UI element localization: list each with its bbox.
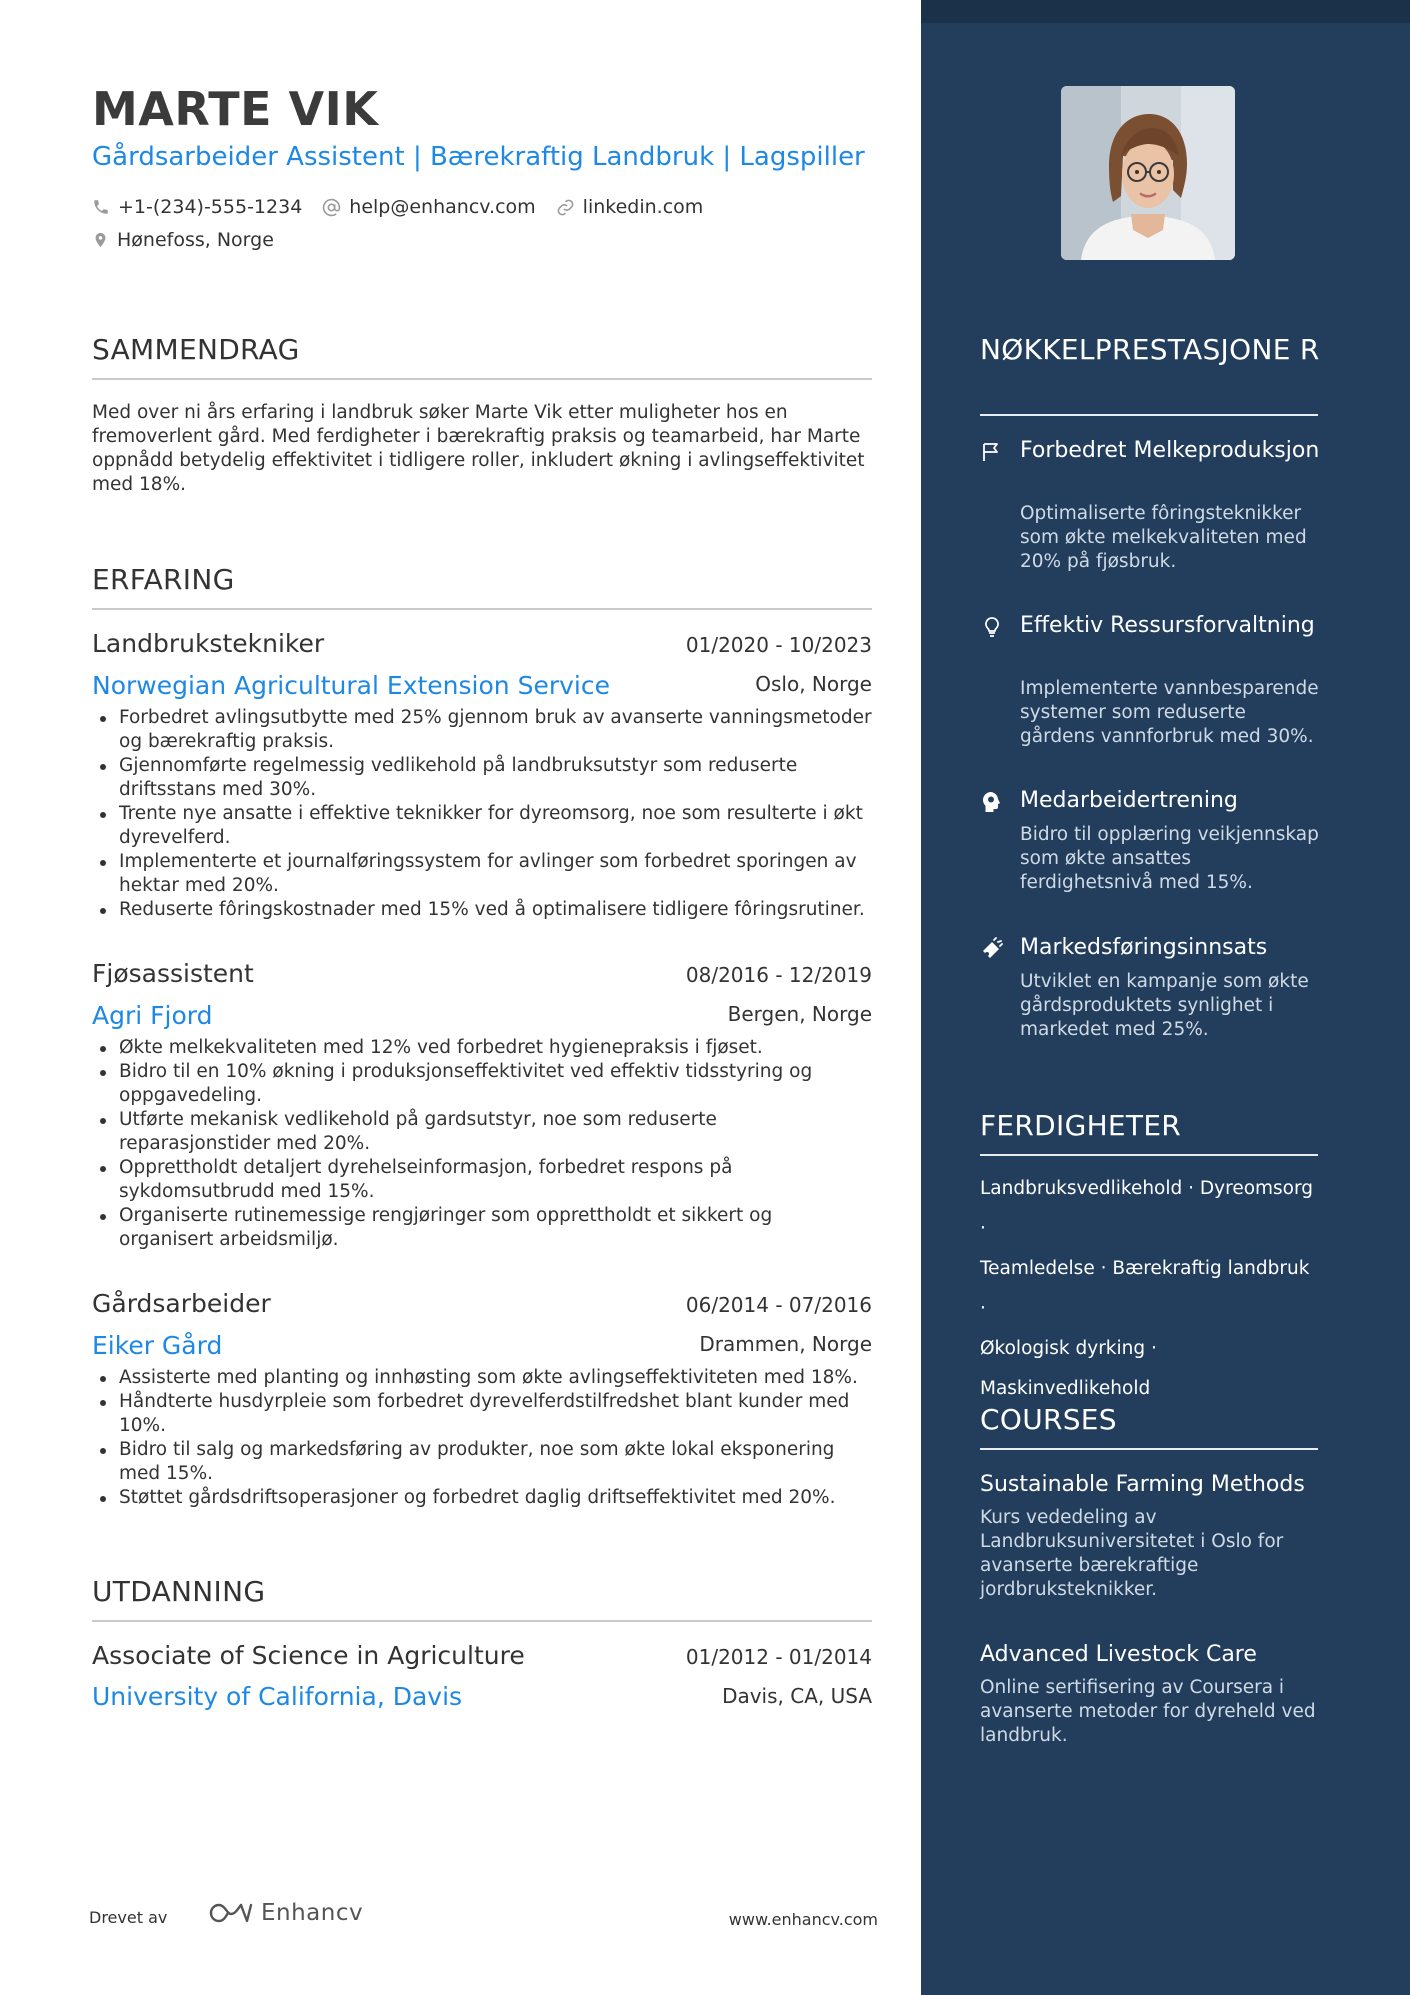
education-divider <box>92 1620 872 1622</box>
phone-icon <box>92 198 110 216</box>
education-title: UTDANNING <box>92 1575 266 1608</box>
bullet-item: Bidro til salg og markedsføring av produkter, noe som økte lokal eksponering med 15%. <box>92 1438 872 1486</box>
bullet-item: Trente nye ansatte i effektive teknikker for dyreomsorg, noe som resulterte i økt dyrevelferd. <box>92 802 872 850</box>
bullet-item: Organiserte rutinemessige rengjøringer som opprettholdt et sikkert og organisert arbeidsmiljø. <box>92 1204 872 1252</box>
email-text: help@enhancv.com <box>349 196 536 218</box>
bullet-item: Implementerte et journalføringssystem for avlinger som forbedret sporingen av hektar med 20%. <box>92 850 872 898</box>
job-dates: 08/2016 - 12/2019 <box>685 963 872 987</box>
profile-photo <box>1061 86 1235 260</box>
candidate-headline: Gårdsarbeider Assistent | Bærekraftig Landbruk | Lagspiller <box>92 142 865 172</box>
bullet-item: Forbedret avlingsutbytte med 25% gjennom bruk av avanserte vanningsmetoder og bærekraftig praksis. <box>92 706 872 754</box>
job-bullets <box>92 1036 872 1252</box>
powered-by-label: Drevet av <box>89 1908 168 1927</box>
job-title: Fjøsassistent <box>92 959 254 988</box>
job-location: Oslo, Norge <box>755 672 872 696</box>
courses-title: COURSES <box>980 1403 1117 1436</box>
contact-row <box>92 196 723 218</box>
bullet-item: Reduserte fôringskostnader med 15% ved å optimalisere tidligere fôringsrutiner. <box>92 898 872 922</box>
at-icon <box>322 198 341 217</box>
achievement-title: Medarbeidertrening <box>1020 788 1238 813</box>
achievement-desc: Bidro til opplæring veikjennskap som økte ansattes ferdighetsnivå med 15%. <box>1020 824 1319 893</box>
job-dates: 01/2020 - 10/2023 <box>685 633 872 657</box>
skills-line: Landbruksvedlikehold · Dyreomsorg · <box>980 1178 1314 1239</box>
linkedin-text: linkedin.com <box>582 196 704 218</box>
skills-title: FERDIGHETER <box>980 1109 1182 1142</box>
bullet-item: Opprettholdt detaljert dyrehelseinformasjon, forbedret respons på sykdomsutbrudd med 15%. <box>92 1156 872 1204</box>
bullet-item: Bidro til en 10% økning i produksjonseffektivitet ved effektiv tidsstyring og oppgavedeling. <box>92 1060 872 1108</box>
location-text: Hønefoss, Norge <box>117 229 274 251</box>
avatar-portrait <box>1061 86 1235 260</box>
job-company[interactable]: Agri Fjord <box>92 1001 213 1030</box>
achievements-divider <box>980 414 1318 416</box>
contact-row-2 <box>92 229 294 251</box>
skills-line: Teamledelse · Bærekraftig landbruk · <box>980 1258 1310 1319</box>
contact-email[interactable] <box>322 196 535 218</box>
achievement-title: Forbedret Melkeproduksjon <box>1020 438 1320 463</box>
achievement-title: Effektiv Ressursforvaltning <box>1020 613 1315 638</box>
education-dates: 01/2012 - 01/2014 <box>685 1645 872 1669</box>
infinity-logo-icon <box>207 1900 255 1926</box>
job-bullets <box>92 1366 872 1510</box>
flag-icon <box>980 440 1004 464</box>
course-desc: Kurs vededeling av Landbruksuniversitetet i Oslo for avanserte bærekraftige jordbruksteknikker. <box>980 1507 1284 1600</box>
brand-name: Enhancv <box>261 1900 364 1926</box>
job-title: Landbrukstekniker <box>92 629 325 658</box>
summary-text: Med over ni års erfaring i landbruk søker Marte Vik etter muligheter hos en fremoverlent gård. Med ferdigheter i bærekraftig praksis og teamarbeid, har Marte oppnådd betydelig effektivitet i tidligere roller, inkludert økning i avlingseffektivitet med 18%. <box>92 402 865 495</box>
skill-item: Økologisk dyrking <box>980 1338 1146 1359</box>
skill-item: Dyreomsorg <box>1199 1178 1314 1199</box>
skills-list <box>980 1169 1320 1409</box>
course-title: Sustainable Farming Methods <box>980 1472 1305 1497</box>
achievement-desc: Implementerte vannbesparende systemer som reduserte gårdens vannforbruk med 30%. <box>1020 678 1319 747</box>
degree-title: Associate of Science in Agriculture <box>92 1641 525 1670</box>
achievement-desc: Utviklet en kampanje som økte gårdsproduktets synlighet i markedet med 25%. <box>1020 971 1309 1040</box>
achievement-desc: Optimaliserte fôringsteknikker som økte melkekvaliteten med 20% på fjøsbruk. <box>1020 503 1307 572</box>
contact-linkedin[interactable] <box>556 196 704 218</box>
lightbulb-icon <box>980 615 1004 639</box>
candidate-name: MARTE VIK <box>92 82 379 136</box>
skill-item: Teamledelse <box>980 1258 1095 1279</box>
job-company[interactable]: Eiker Gård <box>92 1331 223 1360</box>
bullet-item: Assisterte med planting og innhøsting som økte avlingseffektiviteten med 18%. <box>92 1366 872 1390</box>
job-title: Gårdsarbeider <box>92 1289 271 1318</box>
contact-location <box>92 229 274 251</box>
achievement-title: Markedsføringsinnsats <box>1020 935 1268 960</box>
course-title: Advanced Livestock Care <box>980 1642 1257 1667</box>
job-location: Bergen, Norge <box>727 1002 872 1026</box>
sidebar-top-bar <box>921 0 1410 23</box>
bullet-item: Økte melkekvaliteten med 12% ved forbedret hygienepraksis i fjøset. <box>92 1036 872 1060</box>
location-pin-icon <box>92 230 109 250</box>
summary-divider <box>92 378 872 380</box>
footer-url[interactable]: www.enhancv.com <box>728 1910 878 1929</box>
megaphone-icon <box>980 937 1004 961</box>
job-location: Drammen, Norge <box>699 1332 872 1356</box>
experience-title: ERFARING <box>92 563 235 596</box>
bullet-item: Gjennomførte regelmessig vedlikehold på landbruksutstyr som reduserte driftsstans med 30%. <box>92 754 872 802</box>
skill-item: Maskinvedlikehold <box>980 1378 1151 1399</box>
skill-item: Bærekraftig landbruk <box>1112 1258 1310 1279</box>
summary-title: SAMMENDRAG <box>92 333 300 366</box>
skills-line: Økologisk dyrking · <box>980 1338 1157 1359</box>
job-bullets <box>92 706 872 922</box>
achievements-title: NØKKELPRESTASJONE R <box>980 333 1320 366</box>
courses-divider <box>980 1448 1318 1450</box>
skills-divider <box>980 1154 1318 1156</box>
school-name[interactable]: University of California, Davis <box>92 1682 463 1711</box>
skill-item: Landbruksvedlikehold <box>980 1178 1183 1199</box>
contact-phone[interactable] <box>92 196 302 218</box>
phone-text: +1-(234)-555-1234 <box>118 196 303 218</box>
course-desc: Online sertifisering av Coursera i avanserte metoder for dyreheld ved landbruk. <box>980 1677 1316 1746</box>
link-icon <box>556 198 575 217</box>
enhancv-logo[interactable] <box>207 1900 363 1926</box>
job-company[interactable]: Norwegian Agricultural Extension Service <box>92 671 610 700</box>
school-location: Davis, CA, USA <box>722 1684 872 1708</box>
bullet-item: Utførte mekanisk vedlikehold på gardsutstyr, noe som reduserte reparasjonstider med 20%. <box>92 1108 872 1156</box>
head-brain-icon <box>980 790 1004 814</box>
job-dates: 06/2014 - 07/2016 <box>685 1293 872 1317</box>
bullet-item: Håndterte husdyrpleie som forbedret dyrevelferdstilfredshet blant kunder med 10%. <box>92 1390 872 1438</box>
bullet-item: Støttet gårdsdriftsoperasjoner og forbedret daglig driftseffektivitet med 20%. <box>92 1486 872 1510</box>
experience-divider <box>92 608 872 610</box>
